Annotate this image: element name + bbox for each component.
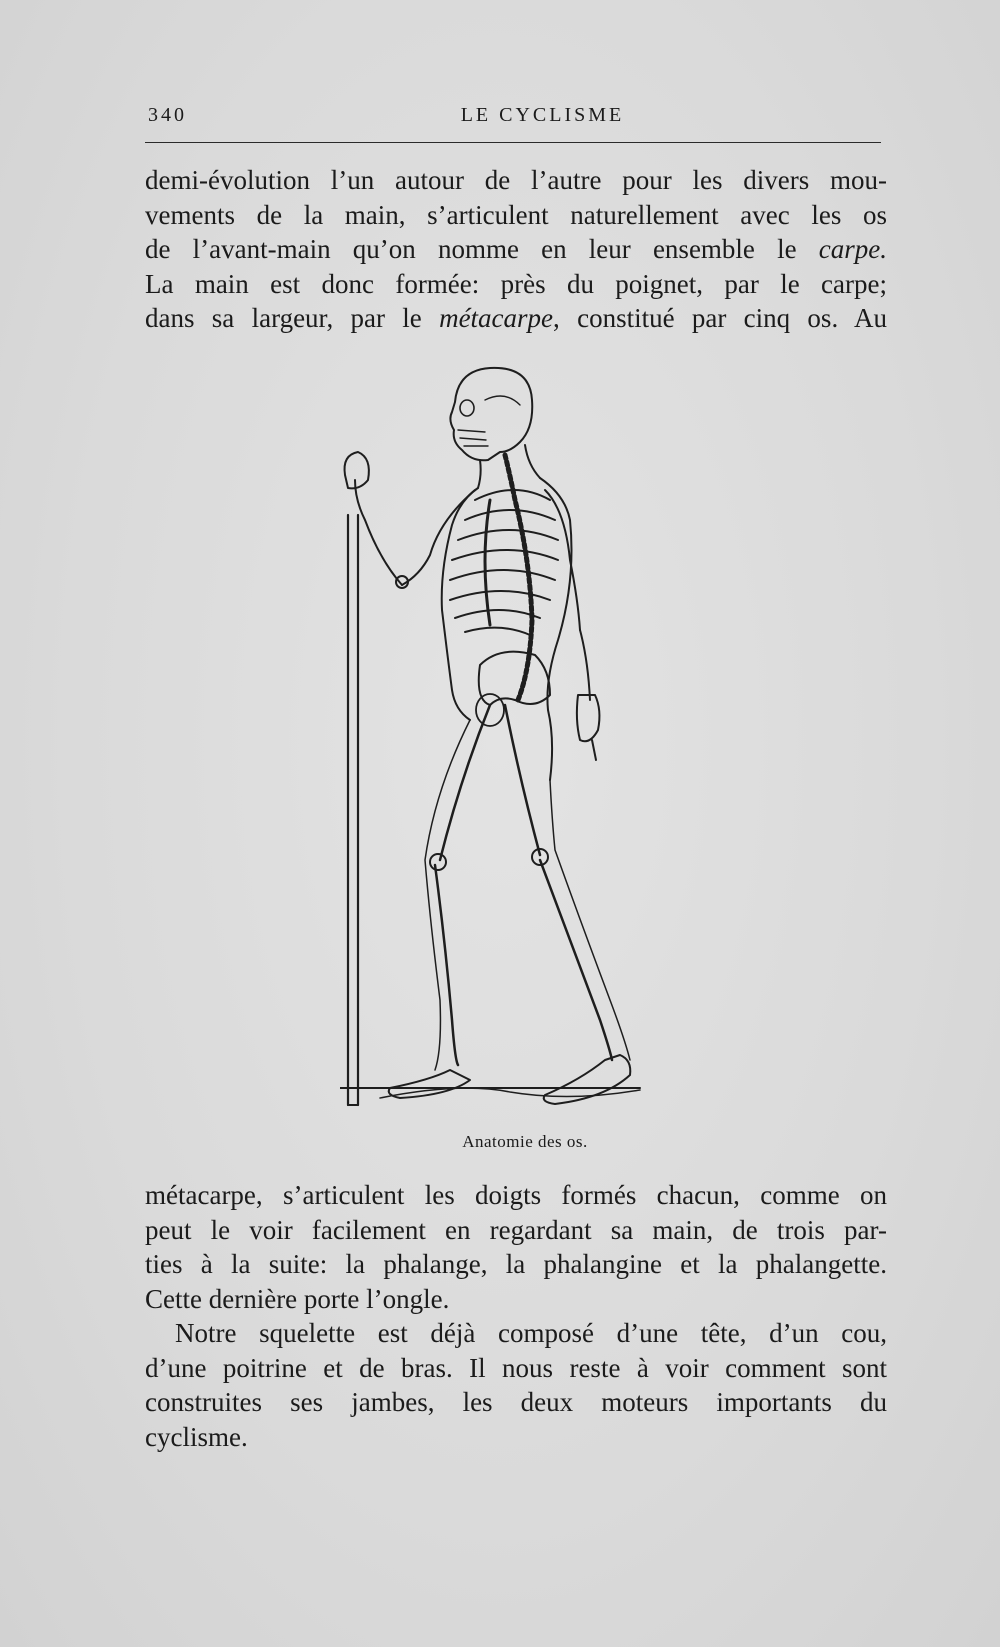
figure-caption: Anatomie des os.: [462, 1132, 588, 1151]
hip-socket: [476, 694, 504, 726]
text-line: [145, 232, 887, 267]
chest-outline: [442, 488, 478, 720]
text-segment: dans sa largeur, par le: [145, 303, 440, 333]
rib: [465, 628, 530, 635]
sternum: [485, 500, 490, 625]
forearm: [355, 480, 402, 585]
rib: [450, 570, 555, 580]
text-line: La main est donc formée: près du poignet, par le carpe;: [145, 268, 887, 299]
skeleton-illustration: [340, 360, 690, 1130]
skull-suture: [485, 396, 520, 405]
back-upper-arm: [545, 490, 580, 630]
running-title: LE CYCLISME: [460, 104, 625, 126]
front-tibia: [435, 865, 458, 1065]
italic-term-metacarpe: métacarpe: [439, 303, 554, 333]
hand-on-staff: [345, 452, 369, 488]
text-line: cyclisme.: [145, 1421, 248, 1452]
text-line: [145, 301, 887, 336]
rib: [465, 510, 555, 520]
text-line: construites ses jambes, les deux moteurs importants du: [145, 1387, 887, 1417]
rib: [452, 550, 558, 560]
header-rule: [145, 142, 881, 143]
back-femur: [505, 705, 540, 855]
front-knee: [430, 854, 446, 870]
rib: [458, 530, 558, 540]
running-head: [145, 100, 880, 136]
front-leg-outline: [425, 720, 470, 1070]
text-line: ties à la suite: la phalange, la phalangine et la phalangette.: [145, 1249, 887, 1279]
back-outline: [540, 478, 572, 780]
bottom-paragraphs: [145, 1178, 887, 1454]
finger: [592, 740, 596, 760]
text-line: Notre squelette est déjà composé d’une tête, d’un cou,: [175, 1318, 887, 1348]
text-line: métacarpe, s’articulent les doigts formés chacun, comme on: [145, 1180, 887, 1210]
text-line: d’une poitrine et de bras. Il nous reste à voir comment sont: [145, 1352, 887, 1383]
back-forearm: [580, 630, 590, 700]
page-number: 340: [148, 104, 187, 126]
skeleton-drawing: [340, 360, 690, 1130]
italic-term-carpe: carpe.: [818, 234, 887, 264]
back-tibia: [540, 860, 612, 1060]
top-paragraph: [145, 163, 887, 336]
front-femur: [440, 705, 490, 860]
pelvis: [479, 652, 550, 705]
text-line: Cette dernière porte l’ongle.: [145, 1283, 450, 1314]
text-line: vements de la main, s’articulent naturellement avec les os: [145, 199, 887, 230]
teeth: [458, 430, 488, 446]
text-segment: de l’avant-main qu’on nomme en leur ensemble le: [145, 234, 819, 264]
rib: [450, 591, 550, 600]
rib: [455, 610, 540, 618]
text-line: peut le voir facilement en regardant sa main, de trois par-: [145, 1214, 887, 1245]
eye-socket: [460, 400, 474, 416]
hanging-hand: [577, 695, 600, 741]
text-line: demi-évolution l’un autour de l’autre pour les divers mou-: [145, 165, 887, 195]
text-segment: , constitué par cinq os. Au: [553, 303, 887, 333]
